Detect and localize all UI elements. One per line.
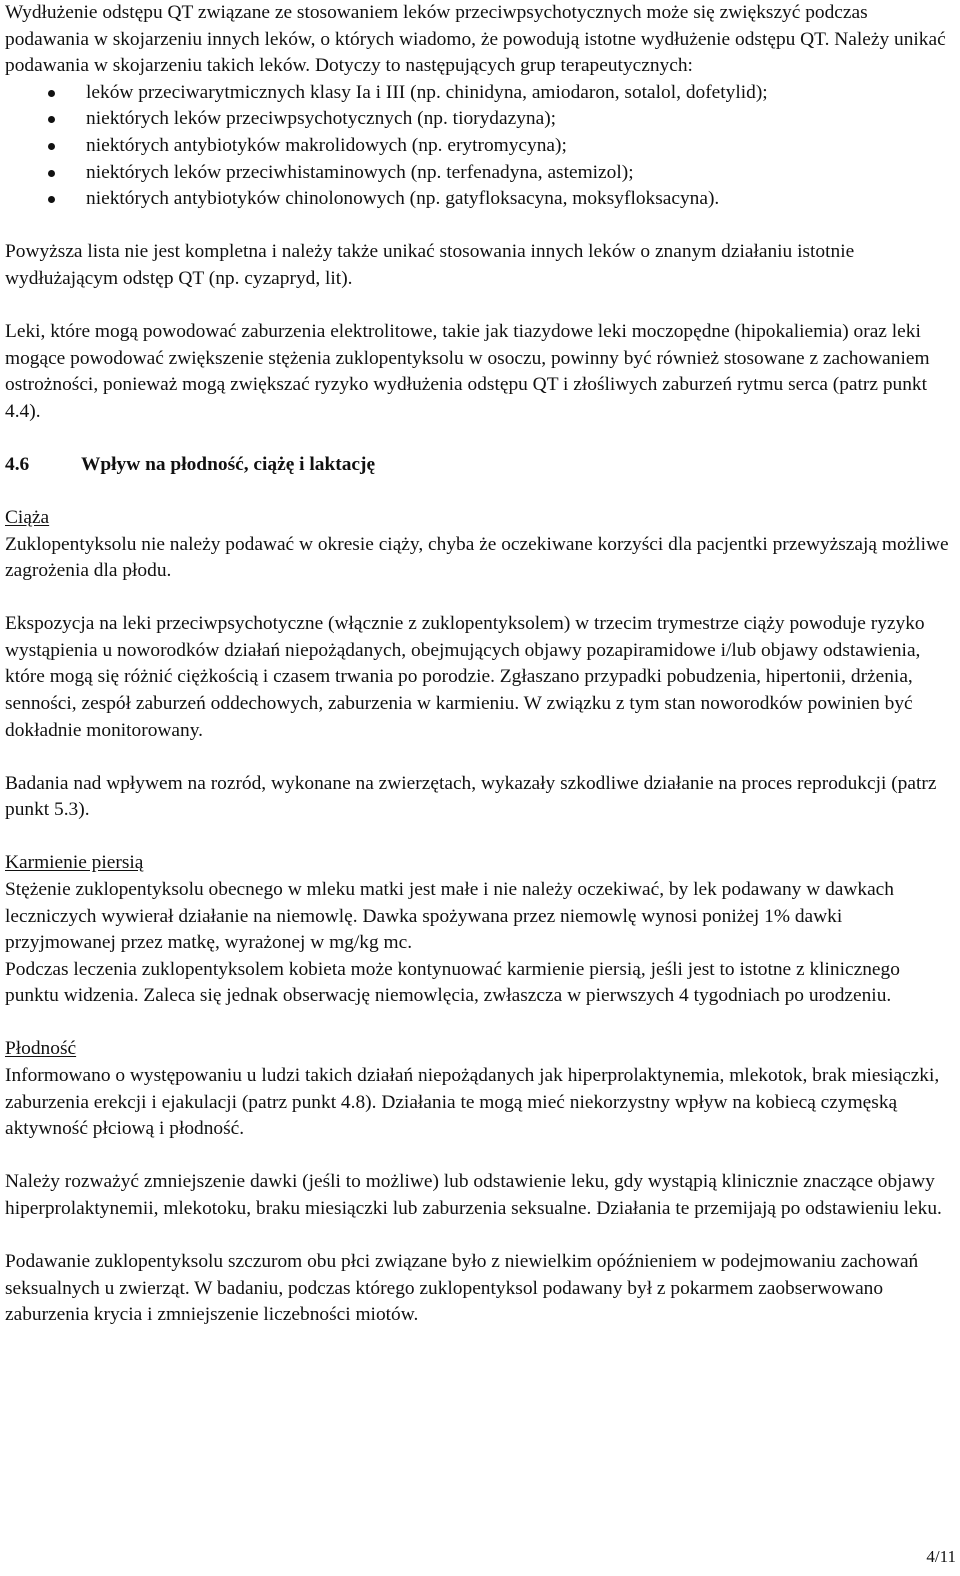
bullet-icon: [48, 170, 55, 177]
list-item: niektórych antybiotyków makrolidowych (np. erytromycyna);: [5, 133, 955, 160]
page-number: 4/11: [926, 1547, 956, 1566]
list-item: niektórych leków przeciwpsychotycznych (np. tiorydazyna);: [5, 106, 955, 133]
bullet-icon: [48, 116, 55, 123]
fertility-paragraph-2: Należy rozważyć zmniejszenie dawki (jeśli to możliwe) lub odstawienie leku, gdy wystąpią klinicznie znaczące objawy hiperprolaktynemii, mlekotoku, braku miesiączki lub zaburzenia seksualne. Działania te przemijają po odstawieniu leku.: [5, 1171, 942, 1219]
pregnancy-paragraph-1: Zuklopentyksolu nie należy podawać w okresie ciąży, chyba że oczekiwane korzyści dla pacjentki przewyższają możliwe zagrożenia dla płodu.: [5, 533, 949, 582]
pregnancy-paragraph-2: Ekspozycja na leki przeciwpsychotyczne (włącznie z zuklopentyksolem) w trzecim trymestrze ciąży powoduje ryzyko wystąpienia u noworodków działań niepożądanych, obejmujących objawy pozapiramidowe i/lub objawy odstawienia, które mogą się różnić ciężkością i czasem trwania po porodzie. Zgłaszano przypadki pobudzenia, hipertonii, drżenia, senności, zespół zaburzeń oddechowych, zaburzenia w karmieniu. W związku z tym stan noworodków powinien być dokładnie monitorowany.: [5, 613, 925, 741]
bullet-icon: [48, 196, 55, 203]
electrolyte-paragraph: Leki, które mogą powodować zaburzenia elektrolitowe, takie jak tiazydowe leki moczopędne (hipokaliemia) oraz leki mogące powodować zwiększenie stężenia zuklopentyksolu w osoczu, powinny być również stosowane z zachowaniem ostrożności, ponieważ mogą zwiększać ryzyko wydłużenia odstępu QT i złośliwych zaburzeń rytmu serca (patrz punkt 4.4).: [5, 320, 930, 422]
fertility-paragraph-1: Informowano o występowaniu u ludzi takich działań niepożądanych jak hiperprolaktynemia, mlekotok, brak miesiączki, zaburzenia erekcji i ejakulacji (patrz punkt 4.8). Działania te mogą mieć niekorzystny wpływ na kobiecą czymęską aktywność płciową i płodność.: [5, 1065, 940, 1140]
breastfeeding-paragraph-2: Podczas leczenia zuklopentyksolem kobieta może kontynuować karmienie piersią, jeśli jest to istotne z klinicznego punktu widzenia. Zaleca się jednak obserwację niemowlęcia, zwłaszcza w pierwszych 4 tygodniach po urodzeniu.: [5, 958, 900, 1007]
list-incomplete-paragraph: Powyższa lista nie jest kompletna i należy także unikać stosowania innych leków o znanym działaniu istotnie wydłużającym odstęp QT (np. cyzapryd, lit).: [5, 241, 855, 289]
bullet-icon: [48, 90, 55, 97]
pregnancy-paragraph-3: Badania nad wpływem na rozród, wykonane na zwierzętach, wykazały szkodliwe działanie na proces reprodukcji (patrz punkt 5.3).: [5, 772, 937, 821]
list-item: leków przeciwarytmicznych klasy Ia i III (np. chinidyna, amiodaron, sotalol, dofetylid);: [5, 80, 955, 107]
list-item: niektórych antybiotyków chinolonowych (np. gatyfloksacyna, moksyfloksacyna).: [5, 186, 955, 213]
drug-group-list: [5, 80, 955, 213]
fertility-paragraph-3: Podawanie zuklopentyksolu szczurom obu płci związane było z niewielkim opóźnieniem w podejmowaniu zachowań seksualnych u zwierząt. W badaniu, podczas którego zuklopentyksol podawany był z pokarmem zaobserwowano zaburzenia krycia i zmniejszenie liczebności miotów.: [5, 1250, 919, 1326]
intro-paragraph: Wydłużenie odstępu QT związane ze stosowaniem leków przeciwpsychotycznych może się zwiększyć podczas podawania w skojarzeniu innych leków, o których wiadomo, że powodują istotne wydłużenie odstępu QT. Należy unikać podawania w skojarzeniu takich leków. Dotyczy to następujących grup terapeutycznych:: [5, 2, 946, 77]
list-item: niektórych leków przeciwhistaminowych (np. terfenadyna, astemizol);: [5, 160, 955, 187]
breastfeeding-paragraph-1: Stężenie zuklopentyksolu obecnego w mleku matki jest małe i nie należy oczekiwać, by lek podawany w dawkach leczniczych wywierał działanie na niemowlę. Dawka spożywana przez niemowlę wynosi poniżej 1% dawki przyjmowanej przez matkę, wyrażonej w mg/kg mc.: [5, 878, 894, 954]
document-page: [5, 0, 955, 1329]
section-title: Wpływ na płodność, ciążę i laktację: [81, 453, 376, 475]
bullet-icon: [48, 143, 55, 150]
pregnancy-heading: Ciąża: [5, 506, 50, 528]
breastfeeding-heading: Karmienie piersią: [5, 852, 144, 874]
section-heading: [5, 452, 955, 479]
fertility-heading: Płodność: [5, 1038, 77, 1060]
section-number: 4.6: [5, 453, 30, 475]
